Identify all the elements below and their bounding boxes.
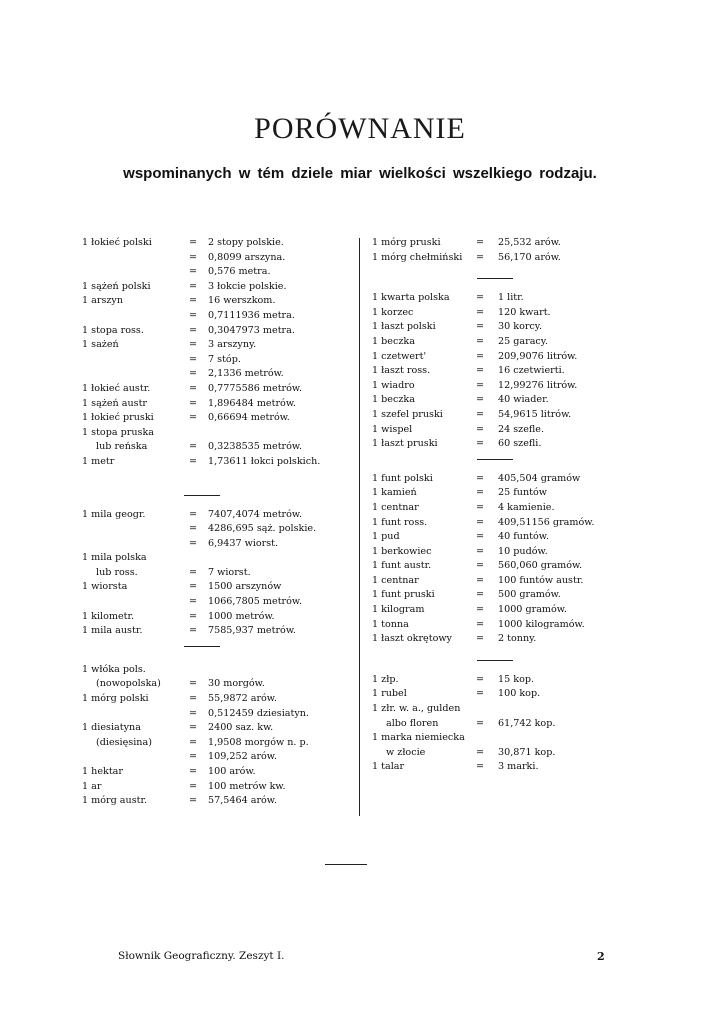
equals-sign: = (475, 560, 485, 572)
conversion-row (372, 673, 604, 688)
unit-label: albo floren (386, 717, 439, 729)
unit-label: 1 marka niemiecka (372, 732, 465, 744)
unit-value: 3 arszyny. (208, 339, 257, 351)
equals-sign: = (475, 717, 485, 729)
conversion-row (82, 692, 352, 707)
equals-sign: = (475, 761, 485, 773)
equals-sign: = (475, 394, 485, 406)
unit-label: 1 stopa ross. (82, 324, 144, 336)
conversion-row (82, 265, 352, 280)
unit-label: 1 funt pruski (372, 589, 435, 601)
unit-label: 1 centnar (372, 574, 419, 586)
equals-sign: = (475, 746, 485, 758)
column-divider (359, 238, 360, 816)
conversion-row (372, 760, 604, 775)
spacer (82, 470, 352, 488)
unit-value: 1000 kilogramów. (498, 618, 585, 630)
conversion-row (372, 251, 604, 266)
conversion-row (372, 306, 604, 321)
unit-label: 1 włóka pols. (82, 663, 146, 675)
unit-label: 1 arszyn (82, 295, 124, 307)
conversion-row (372, 574, 604, 589)
section-separator (372, 271, 604, 285)
unit-value: 0,8099 arszyna. (208, 251, 286, 263)
unit-value: 2 stopy polskie. (208, 237, 284, 248)
unit-value: 409,51156 gramów. (498, 516, 595, 528)
equals-sign: = (188, 596, 198, 608)
unit-label: 1 szefel pruski (372, 408, 443, 420)
unit-label: 1 rubel (372, 688, 407, 700)
conversion-row (82, 280, 352, 295)
unit-label: 1 mila polska (82, 552, 147, 564)
unit-label: 1 łokieć austr. (82, 382, 151, 394)
section-separator (372, 452, 604, 466)
section-separator (82, 488, 352, 502)
conversion-row (372, 350, 604, 365)
unit-value: 100 arów. (208, 766, 256, 777)
unit-value: 1500 arszynów (208, 581, 282, 593)
unit-label: w złocie (386, 746, 426, 758)
unit-label: 1 kilometr. (82, 610, 135, 622)
equals-sign: = (188, 766, 198, 777)
unit-value: 4 kamienie. (498, 501, 555, 513)
equals-sign: = (475, 673, 485, 685)
unit-label: lub ross. (96, 566, 138, 578)
conversion-row (372, 291, 604, 306)
equals-sign: = (188, 751, 198, 763)
unit-value: 30 korcy. (498, 321, 543, 333)
unit-value: 10 pudów. (498, 545, 548, 557)
unit-value: 16 czetwierti. (498, 365, 565, 377)
unit-label: 1 łaszt okrętowy (372, 633, 452, 645)
conversion-row (372, 687, 604, 702)
unit-label: 1 talar (372, 761, 405, 773)
unit-value: 3 marki. (498, 761, 539, 773)
page-subtitle: wspominanych w tém dziele miar wielkości wszelkiego rodzaju. (123, 165, 597, 182)
conversion-row (82, 566, 352, 581)
equals-sign: = (475, 516, 485, 528)
unit-value: 100 funtów austr. (498, 574, 584, 586)
section-separator (82, 639, 352, 653)
unit-label: 1 czetwert' (372, 350, 427, 362)
equals-sign: = (188, 441, 198, 453)
conversion-row (372, 530, 604, 545)
equals-sign: = (188, 237, 198, 248)
left-column-table (82, 236, 352, 809)
equals-sign: = (475, 688, 485, 700)
equals-sign: = (475, 365, 485, 377)
conversion-row (82, 236, 352, 251)
unit-label: 1 mila geogr. (82, 508, 146, 520)
unit-value: 405,504 gramów (498, 472, 581, 484)
equals-sign: = (188, 610, 198, 622)
unit-value: 0,3238535 metrów. (208, 441, 303, 453)
equals-sign: = (475, 618, 485, 630)
unit-label: 1 berkowiec (372, 545, 432, 557)
unit-label: 1 łaszt polski (372, 321, 436, 333)
unit-label: 1 sążeń polski (82, 280, 151, 292)
conversion-row (372, 393, 604, 408)
unit-label: 1 beczka (372, 394, 415, 406)
conversion-row (82, 382, 352, 397)
unit-value: 1,73611 łokci polskich. (208, 455, 321, 467)
conversion-row (372, 516, 604, 531)
unit-value: 6,9437 wiorst. (208, 537, 279, 549)
unit-label: 1 metr (82, 455, 115, 467)
equals-sign: = (188, 795, 198, 807)
conversion-row (372, 746, 604, 761)
conversion-row (372, 472, 604, 487)
conversion-row (372, 702, 604, 717)
unit-label: (nowopolska) (96, 678, 161, 690)
equals-sign: = (475, 531, 485, 543)
equals-sign: = (475, 604, 485, 616)
unit-value: 7407,4074 metrów. (208, 508, 303, 520)
unit-label: (diesięsina) (96, 736, 152, 748)
equals-sign: = (188, 707, 198, 719)
equals-sign: = (188, 382, 198, 394)
unit-label: 1 złr. w. a., gulden (372, 703, 461, 715)
equals-sign: = (188, 625, 198, 637)
unit-value: 560,060 gramów. (498, 560, 583, 572)
equals-sign: = (188, 678, 198, 690)
unit-label: 1 hektar (82, 766, 123, 777)
conversion-row (82, 551, 352, 566)
equals-sign: = (188, 280, 198, 292)
unit-label: 1 kilogram (372, 604, 425, 616)
conversion-row (82, 663, 352, 678)
unit-value: 30 morgów. (208, 678, 265, 690)
unit-label: 1 mórg pruski (372, 237, 441, 248)
equals-sign: = (188, 736, 198, 748)
conversion-row (372, 603, 604, 618)
equals-sign: = (475, 292, 485, 304)
unit-label: 1 mórg polski (82, 693, 149, 705)
equals-sign: = (475, 408, 485, 420)
equals-sign: = (188, 780, 198, 792)
right-column-table (372, 236, 604, 775)
unit-value: 209,9076 litrów. (498, 350, 578, 362)
unit-value: 1,896484 metrów. (208, 397, 296, 409)
unit-label: 1 łaszt pruski (372, 438, 438, 450)
unit-value: 15 kop. (498, 673, 535, 685)
equals-sign: = (188, 339, 198, 351)
conversion-row (82, 455, 352, 470)
equals-sign: = (188, 693, 198, 705)
unit-value: 2 tonny. (498, 633, 537, 645)
section-separator (372, 653, 604, 667)
unit-label: 1 korzec (372, 306, 414, 318)
conversion-row (82, 707, 352, 722)
equals-sign: = (475, 501, 485, 513)
conversion-row (82, 440, 352, 455)
conversion-row (82, 309, 352, 324)
equals-sign: = (475, 438, 485, 450)
conversion-row (82, 294, 352, 309)
unit-value: 54,9615 litrów. (498, 408, 572, 420)
equals-sign: = (188, 722, 198, 734)
conversion-row (82, 537, 352, 552)
unit-value: 1,9508 morgów n. p. (208, 736, 309, 748)
unit-label: 1 kwarta polska (372, 292, 450, 304)
conversion-row (82, 353, 352, 368)
unit-value: 1066,7805 metrów. (208, 596, 303, 608)
unit-label: 1 stopa pruska (82, 426, 154, 438)
unit-label: 1 centnar (372, 501, 419, 513)
conversion-row (372, 408, 604, 423)
conversion-row (82, 251, 352, 266)
unit-value: 120 kwart. (498, 306, 551, 318)
unit-value: 30,871 kop. (498, 746, 556, 758)
conversion-row (82, 397, 352, 412)
unit-label: 1 beczka (372, 335, 415, 347)
unit-label: 1 sążeń austr (82, 397, 148, 409)
unit-value: 2,1336 metrów. (208, 368, 284, 380)
unit-value: 25 funtów (498, 487, 548, 499)
unit-label: 1 mórg chełmiński (372, 251, 463, 263)
unit-label: 1 pud (372, 531, 400, 543)
unit-value: 4286,695 sąż. polskie. (208, 523, 317, 535)
unit-value: 56,170 arów. (498, 251, 561, 263)
equals-sign: = (475, 589, 485, 601)
unit-value: 25 garacy. (498, 335, 548, 347)
unit-value: 500 gramów. (498, 589, 561, 601)
conversion-row (372, 379, 604, 394)
unit-value: 0,576 metra. (208, 266, 271, 278)
spacer (82, 653, 352, 663)
unit-value: 40 funtów. (498, 531, 549, 543)
unit-label: 1 mila austr. (82, 625, 143, 637)
conversion-row (82, 721, 352, 736)
conversion-row (82, 508, 352, 523)
unit-value: 109,252 arów. (208, 751, 277, 763)
unit-value: 1000 metrów. (208, 610, 275, 622)
equals-sign: = (475, 251, 485, 263)
equals-sign: = (188, 368, 198, 380)
conversion-row (372, 320, 604, 335)
conversion-row (82, 367, 352, 382)
equals-sign: = (475, 472, 485, 484)
conversion-row (372, 437, 604, 452)
conversion-row (82, 338, 352, 353)
unit-label: 1 sażeń (82, 339, 119, 351)
unit-label: 1 tonna (372, 618, 409, 630)
conversion-row (372, 632, 604, 647)
conversion-row (82, 765, 352, 780)
conversion-row (82, 736, 352, 751)
unit-label: lub reńska (96, 441, 148, 453)
conversion-row (372, 618, 604, 633)
unit-value: 24 szefle. (498, 423, 545, 435)
unit-label: 1 złp. (372, 673, 399, 685)
conversion-row (82, 595, 352, 610)
equals-sign: = (475, 574, 485, 586)
equals-sign: = (188, 566, 198, 578)
unit-label: 1 kamień (372, 487, 417, 499)
conversion-row (372, 588, 604, 603)
equals-sign: = (188, 581, 198, 593)
unit-label: 1 funt austr. (372, 560, 432, 572)
equals-sign: = (188, 266, 198, 278)
unit-value: 0,512459 dziesiatyn. (208, 707, 309, 719)
equals-sign: = (475, 423, 485, 435)
conversion-row (82, 426, 352, 441)
conversion-row (372, 486, 604, 501)
equals-sign: = (188, 309, 198, 321)
unit-value: 1 litr. (498, 292, 524, 304)
unit-value: 1000 gramów. (498, 604, 567, 616)
equals-sign: = (188, 455, 198, 467)
unit-value: 61,742 kop. (498, 717, 556, 729)
footer-publication: Słownik Geograficzny. Zeszyt I. (118, 950, 285, 962)
unit-value: 100 kop. (498, 688, 541, 700)
unit-label: 1 wiorsta (82, 581, 128, 593)
unit-value: 7 stóp. (208, 353, 241, 365)
page-title: PORÓWNANIE (254, 112, 466, 145)
unit-label: 1 łokieć polski (82, 237, 152, 248)
equals-sign: = (188, 508, 198, 520)
conversion-row (82, 324, 352, 339)
unit-label: 1 mórg austr. (82, 795, 148, 807)
conversion-row (82, 794, 352, 809)
conversion-row (82, 677, 352, 692)
unit-value: 0,7111936 metra. (208, 309, 295, 321)
conversion-row (372, 731, 604, 746)
conversion-row (82, 580, 352, 595)
conversion-row (372, 501, 604, 516)
unit-value: 25,532 arów. (498, 237, 561, 248)
unit-value: 55,9872 arów. (208, 693, 277, 705)
equals-sign: = (188, 523, 198, 535)
equals-sign: = (475, 350, 485, 362)
equals-sign: = (475, 335, 485, 347)
conversion-row (372, 545, 604, 560)
unit-label: 1 wispel (372, 423, 413, 435)
equals-sign: = (188, 537, 198, 549)
equals-sign: = (475, 633, 485, 645)
conversion-row (372, 717, 604, 732)
conversion-row (82, 522, 352, 537)
equals-sign: = (475, 237, 485, 248)
unit-value: 12,99276 litrów. (498, 379, 578, 391)
unit-value: 40 wiader. (498, 394, 549, 406)
conversion-row (372, 236, 604, 251)
equals-sign: = (475, 487, 485, 499)
equals-sign: = (475, 321, 485, 333)
conversion-row (82, 610, 352, 625)
equals-sign: = (475, 306, 485, 318)
bottom-rule (325, 864, 367, 865)
unit-value: 57,5464 arów. (208, 795, 277, 807)
equals-sign: = (188, 412, 198, 424)
unit-label: 1 łaszt ross. (372, 365, 431, 377)
unit-label: 1 wiadro (372, 379, 415, 391)
unit-value: 7 wiorst. (208, 566, 251, 578)
unit-value: 60 szefli. (498, 438, 542, 450)
conversion-row (372, 559, 604, 574)
conversion-row (372, 364, 604, 379)
page-number: 2 (597, 950, 605, 963)
unit-label: 1 funt polski (372, 472, 433, 484)
unit-value: 0,3047973 metra. (208, 324, 295, 336)
unit-value: 2400 saz. kw. (208, 722, 274, 734)
unit-label: 1 diesiatyna (82, 722, 141, 734)
equals-sign: = (188, 324, 198, 336)
unit-value: 16 werszkom. (208, 295, 276, 307)
equals-sign: = (188, 251, 198, 263)
conversion-row (372, 423, 604, 438)
conversion-row (82, 780, 352, 795)
unit-value: 3 łokcie polskie. (208, 280, 287, 292)
equals-sign: = (188, 353, 198, 365)
conversion-row (82, 624, 352, 639)
equals-sign: = (475, 379, 485, 391)
unit-value: 0,7775586 metrów. (208, 382, 303, 394)
unit-label: 1 funt ross. (372, 516, 428, 528)
unit-value: 100 metrów kw. (208, 780, 286, 792)
unit-value: 7585,937 metrów. (208, 625, 296, 637)
conversion-row (82, 411, 352, 426)
equals-sign: = (188, 295, 198, 307)
equals-sign: = (188, 397, 198, 409)
unit-value: 0,66694 metrów. (208, 412, 290, 424)
unit-label: 1 ar (82, 780, 102, 792)
unit-label: 1 łokieć pruski (82, 412, 154, 424)
equals-sign: = (475, 545, 485, 557)
conversion-row (372, 335, 604, 350)
conversion-row (82, 750, 352, 765)
